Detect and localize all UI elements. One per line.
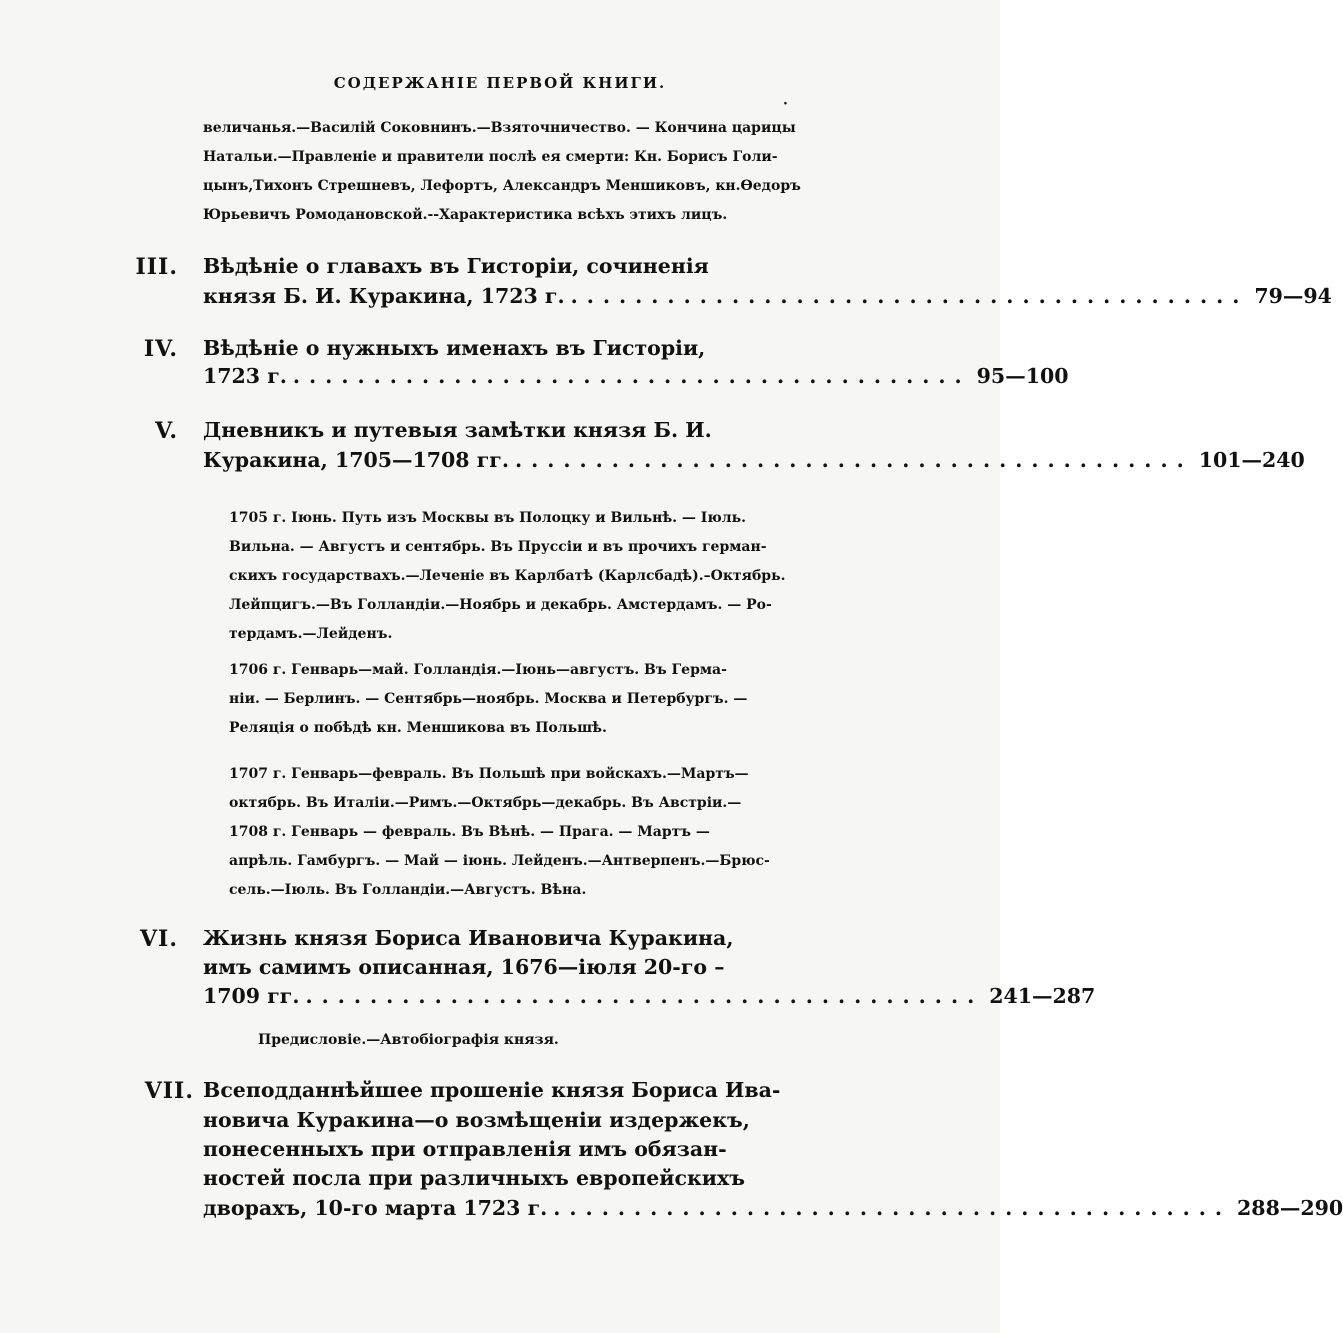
- entry-number: IV.: [143, 336, 178, 362]
- dot-leader: ..........................................: [553, 1196, 1232, 1220]
- dot-leader: ..........................................: [570, 284, 1249, 308]
- intro-line: величанья.—Василій Соковнинъ.—Взяточничество. — Кончина царицы: [203, 120, 796, 136]
- entry-title-line: Вѣдѣніе о нужныхъ именахъ въ Гисторіи,: [203, 336, 706, 360]
- entry-title-line: новича Куракина—о возмѣщеніи издержекъ,: [203, 1108, 750, 1132]
- diary-line: Вильна. — Августъ и сентябрь. Въ Пруссіи и въ прочихъ герман-: [229, 539, 767, 555]
- entry-title-line: Вѣдѣніе о главахъ въ Гисторіи, сочиненія: [203, 254, 709, 278]
- diary-line: октябрь. Въ Италіи.—Римъ.—Октябрь—декабрь. Въ Австріи.—: [229, 795, 742, 811]
- entry-title-line: Жизнь князя Бориса Ивановича Куракина,: [203, 926, 734, 950]
- entry-title-line: имъ самимъ описанная, 1676—іюля 20-го –: [203, 955, 725, 979]
- page-range: 95—100: [976, 364, 1069, 388]
- entry-title-leader-line: [203, 448, 1305, 472]
- diary-line: сель.—Іюль. Въ Голландіи.—Августъ. Вѣна.: [229, 882, 587, 898]
- diary-line: скихъ государствахъ.—Леченіе въ Карлбатѣ (Карлсбадѣ).–Октябрь.: [229, 568, 786, 584]
- dot-leader: ..........................................: [514, 448, 1193, 472]
- diary-line: Лейпцигъ.—Въ Голландіи.—Ноябрь и декабрь. Амстердамъ. — Ро-: [229, 597, 772, 613]
- entry-number: III.: [135, 254, 178, 280]
- diary-line: 1707 г. Генварь—февраль. Въ Польшѣ при войскахъ.—Мартъ—: [229, 766, 749, 782]
- page-mark: ·: [783, 96, 788, 112]
- entry-title-leader-line: [203, 364, 1069, 388]
- intro-paragraph: [203, 114, 803, 230]
- page-range: 288—290: [1237, 1196, 1343, 1220]
- intro-line: цынъ,Тихонъ Стрешневъ, Лефортъ, Александръ Меншиковъ, кн.Өедоръ: [203, 178, 801, 194]
- entry-title-line: понесенныхъ при отправленія имъ обязан-: [203, 1137, 727, 1161]
- entry-title-leader-line: [203, 984, 1096, 1008]
- entry-number: V.: [155, 418, 178, 444]
- diary-1705-paragraph: [203, 504, 803, 649]
- intro-line: Юрьевичъ Ромодановской.--Характеристика всѣхъ этихъ лицъ.: [203, 207, 728, 223]
- diary-line: 1706 г. Генварь—май. Голландія.—Іюнь—августъ. Въ Герма-: [229, 662, 727, 678]
- page-range: 241—287: [989, 984, 1096, 1008]
- diary-1708-paragraph: [203, 818, 803, 905]
- diary-line: апрѣль. Гамбургъ. — Май — іюнь. Лейденъ.—Антверпенъ.—Брюс-: [229, 853, 770, 869]
- diary-line: 1708 г. Генварь — февраль. Въ Вѣнѣ. — Прага. — Мартъ —: [229, 824, 710, 840]
- entry-title-line: 1709 гг.: [203, 984, 300, 1008]
- entry-title-leader-line: [203, 1196, 1343, 1220]
- diary-line: тердамъ.—Лейденъ.: [229, 626, 393, 642]
- diary-1707-paragraph: [203, 760, 803, 818]
- page-range: 101—240: [1198, 448, 1305, 472]
- diary-1706-paragraph: [203, 656, 803, 743]
- entry-number: VI.: [139, 926, 178, 952]
- entry-title-line: князя Б. И. Куракина, 1723 г.: [203, 284, 565, 308]
- dot-leader: ..........................................: [305, 984, 984, 1008]
- entry-title-line: Дневникъ и путевыя замѣтки князя Б. И.: [203, 418, 712, 442]
- entry-title-leader-line: [203, 284, 1332, 308]
- diary-line: Реляція о побѣдѣ кн. Меншикова въ Польшѣ.: [229, 720, 607, 736]
- running-title: СОДЕРЖАНІЕ ПЕРВОЙ КНИГИ.: [333, 74, 667, 92]
- entry-title-line: ностей посла при различныхъ европейскихъ: [203, 1166, 745, 1190]
- entry-number: VII.: [144, 1078, 194, 1104]
- entry-title-line: 1723 г.: [203, 364, 287, 388]
- dot-leader: ..........................................: [292, 364, 971, 388]
- entry-title-line: дворахъ, 10-го марта 1723 г.: [203, 1196, 548, 1220]
- diary-line: 1705 г. Іюнь. Путь изъ Москвы въ Полоцку и Вильнѣ. — Іюль.: [229, 510, 746, 526]
- diary-line: ніи. — Берлинъ. — Сентябрь—ноябрь. Москва и Петербургъ. —: [229, 691, 748, 707]
- entry-title-line: Всеподданнѣйшее прошеніе князя Бориса Ива-: [203, 1078, 781, 1102]
- entry-title-line: Куракина, 1705—1708 гг.: [203, 448, 509, 472]
- preface-note: Предисловіе.—Автобіографія князя.: [258, 1032, 559, 1048]
- page-range: 79—94: [1254, 284, 1332, 308]
- intro-line: Натальи.—Правленіе и правители послѣ ея смерти: Кн. Борисъ Голи-: [203, 149, 778, 165]
